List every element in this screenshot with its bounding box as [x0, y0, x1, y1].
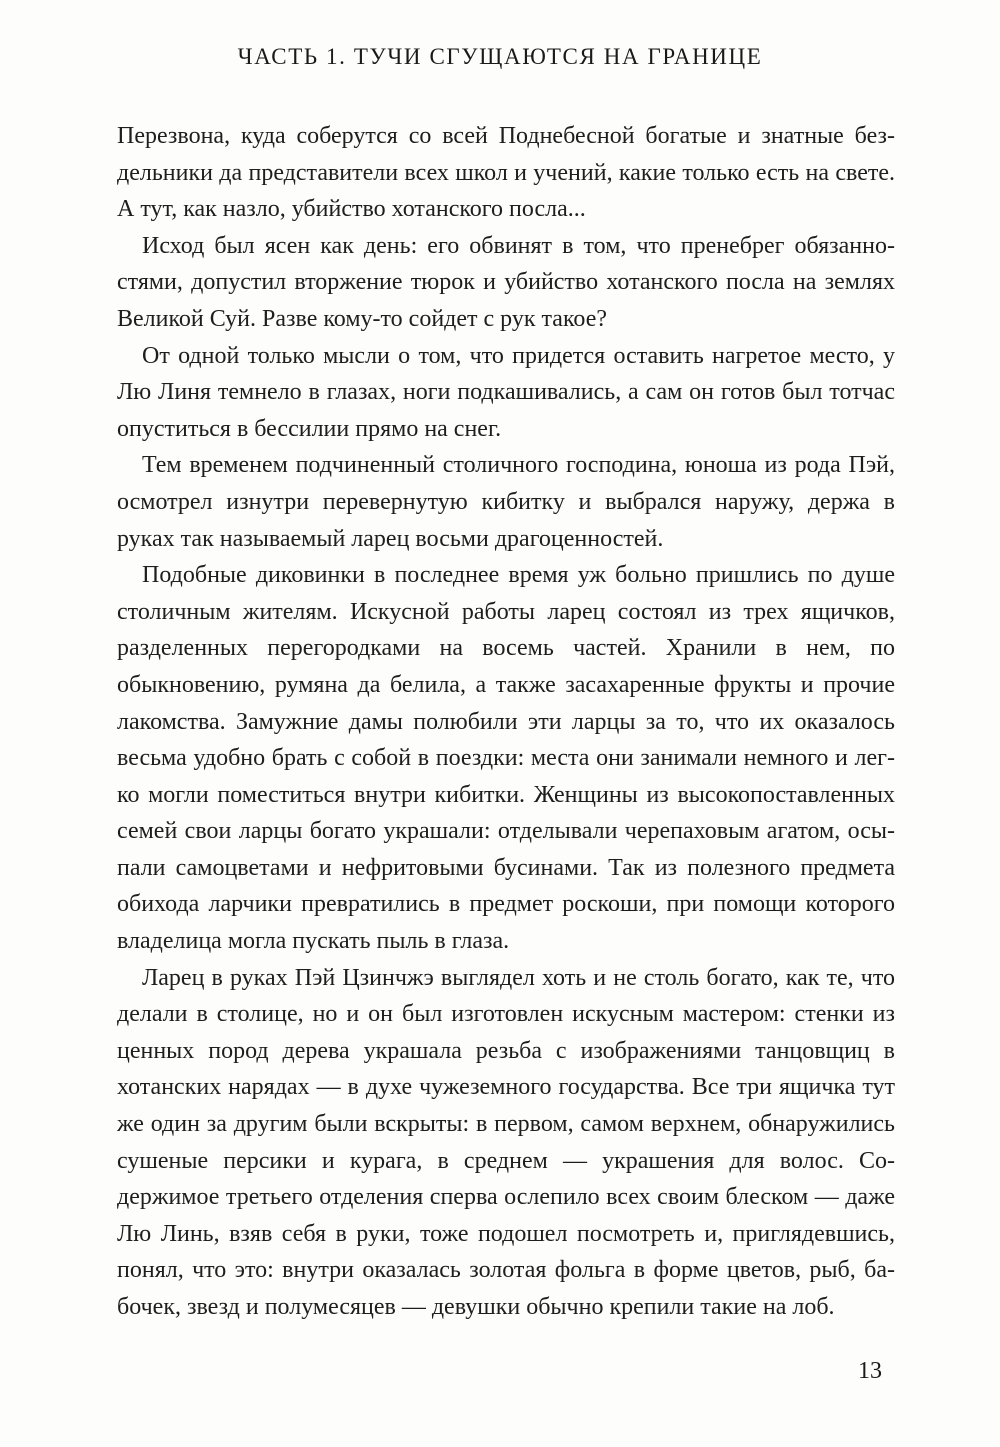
paragraph-3: От одной только мысли о том, что придется оставить нагретое место, у Лю Линя темнело в глазах, ноги подкашивались, а сам он готов был тотчас опуститься в бессилии прямо на снег. — [117, 342, 895, 442]
running-head: ЧАСТЬ 1. ТУЧИ СГУЩАЮТСЯ НА ГРАНИЦЕ — [237, 44, 763, 69]
paragraph-5: Подобные диковинки в последнее время уж больно пришлись по душе столичным жителям. Искусной работы ларец состоял из трех ящичков, разделенных перегородками на восемь частей. Хранили в нем, по обыкновению, румяна да белила, а также засахаренные фрукты и прочие лакомства. Замужние дамы полюбили эти ларцы за то, что их оказалось весьма удобно брать с собой в поездки: места они занимали немного и легко могли поместиться внутри кибитки. Женщины из высокопоставленных семей свои ларцы богато украшали: отделывали черепаховым агатом, осыпали самоцветами и нефритовыми бусинами. Так из полезного предмета обихода ларчики превратились в предмет роскоши, при помощи которого владелица могла пускать пыль в глаза. — [117, 562, 895, 955]
body-text — [117, 118, 895, 1326]
paragraph-6: Ларец в руках Пэй Цзинчжэ выглядел хоть и не столь богато, как те, что делали в столице, но и он был изготовлен искусным мастером: стенки из ценных пород дерева украшала резьба с изображениями танцовщиц в хотанских нарядах — в духе чужеземного государства. Все три ящичка тут же один за другим были вскрыты: в первом, самом верхнем, обнаружились сушеные персики и курага, в среднем — украшения для волос. Содержимое третьего отделения сперва ослепило всех своим блеском — даже Лю Линь, взяв себя в руки, тоже подошел посмотреть и, приглядевшись, понял, что это: внутри оказалась золотая фольга в форме цветов, рыб, бабочек, звезд и полумесяцев — девушки обычно крепили такие на лоб. — [117, 964, 895, 1320]
page-number: 13 — [858, 1358, 882, 1384]
paragraph-2: Исход был ясен как день: его обвинят в том, что пренебрег обязанностями, допустил вторжение тюрок и убийство хотанского посла на землях Великой Суй. Разве кому-то сойдет с рук такое? — [117, 232, 895, 332]
paragraph-4: Тем временем подчиненный столичного господина, юноша из рода Пэй, осмотрел изнутри перевернутую кибитку и выбрался наружу, держа в руках так называемый ларец восьми драгоценностей. — [117, 452, 895, 552]
paragraph-1: Перезвона, куда соберутся со всей Поднебесной богатые и знатные бездельники да представители всех школ и учений, какие только есть на свете. А тут, как назло, убийство хотанского посла... — [117, 123, 895, 223]
